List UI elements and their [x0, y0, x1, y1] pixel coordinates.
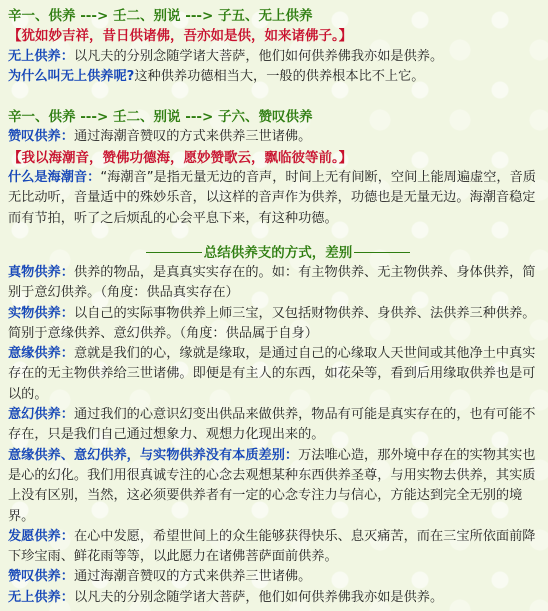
definition-text: 以凡夫的分别念随学诸大菩萨，他们如何供养佛我亦如是供养。 [73, 48, 444, 64]
verse-quote-1: 【犹如妙吉祥，昔日供诸佛，吾亦如是供，如来诸佛子。】 [8, 28, 353, 45]
summary-item-text: 供养的物品，是真真实实存在的。如：有主物供养、无主物供养、身体供养，简别于意幻供养。（角度：供品真实存在） [8, 264, 536, 301]
question-label: 什么是海潮音： [8, 170, 101, 186]
question-label: 为什么叫无上供养呢? [8, 68, 135, 84]
spacer [8, 229, 548, 243]
summary-item-label: 真物供养： [8, 264, 74, 280]
summary-item-label: 发愿供养： [8, 528, 74, 544]
question-answer: 这种供养功德相当大，一般的供养根本比不上它。 [134, 68, 425, 84]
summary-item-label: 意缘供养、意幻供养，与实物供养没有本质差别： [8, 447, 299, 463]
definition-label: 赞叹供养： [8, 129, 74, 145]
summary-item [8, 527, 548, 568]
summary-item-label: 意缘供养： [8, 346, 74, 362]
summary-item [8, 263, 548, 304]
summary-item [8, 446, 548, 527]
summary-item-label: 赞叹供养： [8, 569, 74, 585]
definition-2 [8, 127, 548, 147]
summary-item [8, 344, 548, 405]
title-rule-left [146, 252, 202, 253]
question-2 [8, 168, 548, 229]
summary-item-text: 万法唯心造，那外境中存在的实物其实也是心的幻化。我们用很真诚专注的心念去观想某种东西供养圣尊，与用实物去供养，其实质上没有区别，当然，这必须要供养者有一定的心念专注力与信心，方能达到完全无别的境界。 [8, 447, 536, 524]
verse-quote-2: 【我以海潮音，赞佛功德海，愿妙赞歌云，飘临彼等前。】 [8, 149, 353, 166]
summary-item [8, 405, 548, 446]
summary-item-label: 无上供养： [8, 589, 74, 605]
summary-item-label: 意幻供养： [8, 407, 74, 423]
question-1 [8, 67, 548, 87]
summary-item-text: 在心中发愿，希望世间上的众生能够获得快乐、息灭痛苦，而在三宝所依面前降下珍宝雨、鲜花雨等等，以此愿力在诸佛菩萨面前供养。 [8, 528, 536, 565]
summary-item-label: 实物供养： [8, 305, 74, 321]
summary-list [8, 263, 548, 608]
summary-item-text: 以自己的实际事物供养上师三宝，又包括财物供养、身供养、法供养三种供养。 简别于意缘供养、意幻供养。（角度：供品属于自身） [8, 305, 536, 341]
definition-label: 无上供养： [8, 48, 74, 64]
spacer [8, 87, 548, 107]
summary-item [8, 304, 548, 345]
summary-item-text: 意就是我们的心，缘就是缘取，是通过自己的心缘取人天世间或其他净土中真实存在的无主物供养给三世诸佛。即便是有主人的东西，如花朵等，看到后用缘取供养也是可以的。 [8, 346, 536, 402]
outline-heading-2: 辛一、供养 ---> 壬二、别说 ---> 子六、赞叹供养 [8, 109, 313, 126]
question-answer: “海潮音”是指无量无边的音声，时间上无有间断，空间上能周遍虚空，音质无比动听，音量适中的殊妙乐音，以这样的音声作为供养，功德也是无量无边。海潮音稳定而有节拍，听了之后烦乱的心会平息下来，有这种功德。 [8, 170, 536, 226]
summary-title-text: 总结供养支的方式，差别 [203, 244, 353, 261]
definition-text: 通过海潮音赞叹的方式来供养三世诸佛。 [73, 129, 312, 145]
definition-1 [8, 47, 548, 67]
summary-item-text: 通过我们的心意识幻变出供品来做供养，物品有可能是真实存在的，也有可能不存在，只是我们自己通过想象力、观想力化现出来的。 [8, 407, 536, 443]
title-rule-right [354, 252, 410, 253]
summary-title [8, 243, 548, 263]
summary-item-text: 以凡夫的分别念随学诸大菩萨，他们如何供养佛我亦如是供养。 [73, 589, 444, 605]
summary-item-text: 通过海潮音赞叹的方式来供养三世诸佛。 [73, 569, 312, 585]
summary-item [8, 567, 548, 587]
outline-heading-1: 辛一、供养 ---> 壬二、别说 ---> 子五、无上供养 [8, 8, 313, 24]
summary-item [8, 588, 548, 608]
